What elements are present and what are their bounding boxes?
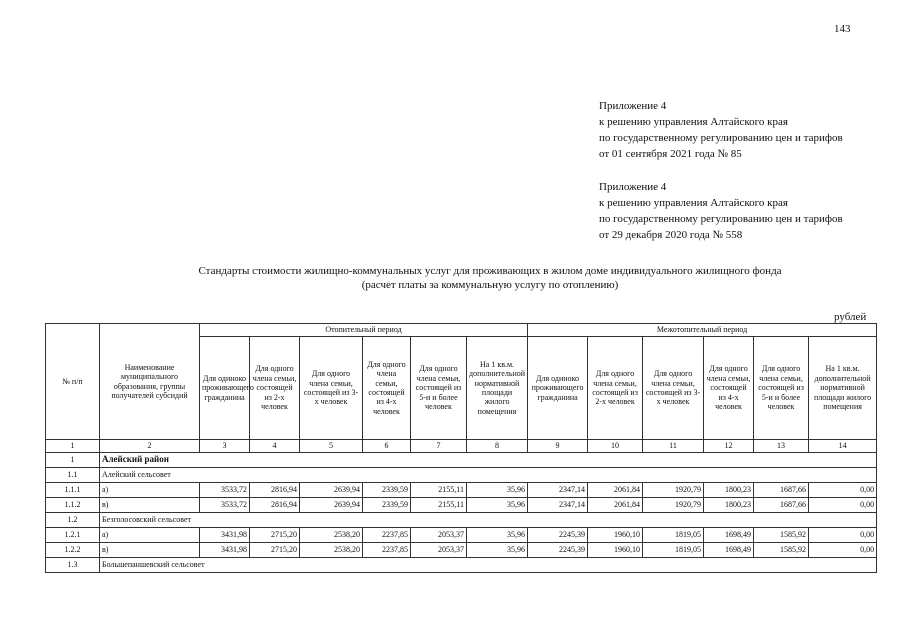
column-number: 1 [46,440,100,453]
row-number: 1.2.2 [46,543,100,558]
value-cell: 2245,39 [528,543,588,558]
standards-table [45,323,877,573]
row-number: 1.2 [46,513,100,528]
header-off-col: Для одного члена семьи, состоящей из 4-х человек [704,337,754,440]
header-number: № п/п [46,324,100,440]
value-cell: 1687,66 [754,483,809,498]
row-group-label: а) [100,483,200,498]
table-row [46,528,877,543]
column-number: 10 [588,440,643,453]
value-cell: 2715,20 [250,543,300,558]
column-number: 2 [100,440,200,453]
value-cell: 1960,10 [588,528,643,543]
column-number: 11 [643,440,704,453]
row-number: 1.1 [46,468,100,483]
row-number: 1.1.2 [46,498,100,513]
value-cell: 2053,37 [411,543,467,558]
value-cell: 3431,98 [200,543,250,558]
annex-line: от 29 декабря 2020 года № 558 [599,229,743,241]
column-number: 8 [467,440,528,453]
value-cell: 2538,20 [300,528,363,543]
row-number: 1.1.1 [46,483,100,498]
value-cell: 2347,14 [528,483,588,498]
column-number-row [46,440,877,453]
value-cell: 2155,11 [411,498,467,513]
row-number: 1.3 [46,558,100,573]
region-row [46,453,877,468]
value-cell: 0,00 [809,543,877,558]
value-cell: 2639,94 [300,498,363,513]
value-cell: 0,00 [809,528,877,543]
settlement-name: Алейский сельсовет [100,468,877,483]
table-row [46,543,877,558]
column-number: 4 [250,440,300,453]
row-number: 1 [46,453,100,468]
value-cell: 2339,59 [363,483,411,498]
settlement-row [46,468,877,483]
value-cell: 1800,23 [704,498,754,513]
header-heating-col: Для одного члена семьи, состоящей из 4-х человек [363,337,411,440]
value-cell: 1585,92 [754,528,809,543]
value-cell: 2061,84 [588,483,643,498]
value-cell: 1819,05 [643,543,704,558]
title-line: Стандарты стоимости жилищно-коммунальных услуг для проживающих в жилом доме индивидуального жилищного фонда [198,265,782,277]
row-group-label: в) [100,543,200,558]
value-cell: 2237,85 [363,543,411,558]
column-number: 14 [809,440,877,453]
value-cell: 2347,14 [528,498,588,513]
value-cell: 1585,92 [754,543,809,558]
header-heating-col: Для одного члена семьи, состоящей из 3-х человек [300,337,363,440]
settlement-name: Большепаншевский сельсовет [100,558,877,573]
row-group-label: в) [100,498,200,513]
annex-line: от 01 сентября 2021 года № 85 [599,148,742,160]
header-off-col: Для одного члена семьи, состоящей из 3-х человек [643,337,704,440]
header-heating-period: Отопительный период [200,324,528,337]
unit-label: рублей [834,311,867,323]
value-cell: 1920,79 [643,498,704,513]
column-number: 5 [300,440,363,453]
region-name: Алейский район [100,453,877,468]
annex-line: Приложение 4 [599,100,667,112]
value-cell: 2053,37 [411,528,467,543]
column-number: 13 [754,440,809,453]
value-cell: 2245,39 [528,528,588,543]
value-cell: 35,96 [467,483,528,498]
value-cell: 3431,98 [200,528,250,543]
header-off-heating-period: Межотопительный период [528,324,877,337]
value-cell: 2639,94 [300,483,363,498]
table-row [46,498,877,513]
value-cell: 2339,59 [363,498,411,513]
value-cell: 2155,11 [411,483,467,498]
value-cell: 1960,10 [588,543,643,558]
header-off-col: Для одиноко проживающего гражданина [528,337,588,440]
header-off-col: Для одного члена семьи, состоящей из 2-х человек [588,337,643,440]
value-cell: 35,96 [467,543,528,558]
header-off-col: Для одного члена семьи, состоящей из 5-и и более человек [754,337,809,440]
value-cell: 35,96 [467,528,528,543]
header-heating-col: Для одиноко проживающего гражданина [200,337,250,440]
title-subline: (расчет платы за коммунальную услугу по отоплению) [361,279,619,291]
value-cell: 2816,94 [250,498,300,513]
header-heating-col: Для одного члена семьи, состоящей из 2-х человек [250,337,300,440]
annex-block-original [599,179,843,243]
value-cell: 1800,23 [704,483,754,498]
column-number: 7 [411,440,467,453]
annex-line: по государственному регулированию цен и тарифов [599,132,843,144]
settlement-row [46,558,877,573]
value-cell: 3533,72 [200,498,250,513]
value-cell: 1698,49 [704,528,754,543]
annex-line: к решению управления Алтайского края [599,116,788,128]
column-number: 6 [363,440,411,453]
value-cell: 2816,94 [250,483,300,498]
column-number: 12 [704,440,754,453]
annex-line: к решению управления Алтайского края [599,197,788,209]
page-number: 143 [834,23,851,35]
settlement-row [46,513,877,528]
value-cell: 35,96 [467,498,528,513]
table-row [46,483,877,498]
settlement-name: Безголосовский сельсовет [100,513,877,528]
annex-line: Приложение 4 [599,181,667,193]
row-number: 1.2.1 [46,528,100,543]
value-cell: 2538,20 [300,543,363,558]
value-cell: 3533,72 [200,483,250,498]
value-cell: 1687,66 [754,498,809,513]
value-cell: 2061,84 [588,498,643,513]
header-heating-col: Для одного члена семьи, состоящей из 5-и и более человек [411,337,467,440]
document-title [100,264,880,292]
value-cell: 2237,85 [363,528,411,543]
value-cell: 0,00 [809,498,877,513]
row-group-label: а) [100,528,200,543]
column-number: 3 [200,440,250,453]
value-cell: 0,00 [809,483,877,498]
value-cell: 1920,79 [643,483,704,498]
annex-block-current [599,98,843,162]
value-cell: 2715,20 [250,528,300,543]
header-off-col: На 1 кв.м. дополнительной нормативной площади жилого помещения [809,337,877,440]
header-heating-col: На 1 кв.м. дополнительной нормативной площади жилого помещения [467,337,528,440]
annex-line: по государственному регулированию цен и тарифов [599,213,843,225]
value-cell: 1819,05 [643,528,704,543]
header-name: Наименование муниципального образования, группы получателей субсидий [100,324,200,440]
column-number: 9 [528,440,588,453]
value-cell: 1698,49 [704,543,754,558]
